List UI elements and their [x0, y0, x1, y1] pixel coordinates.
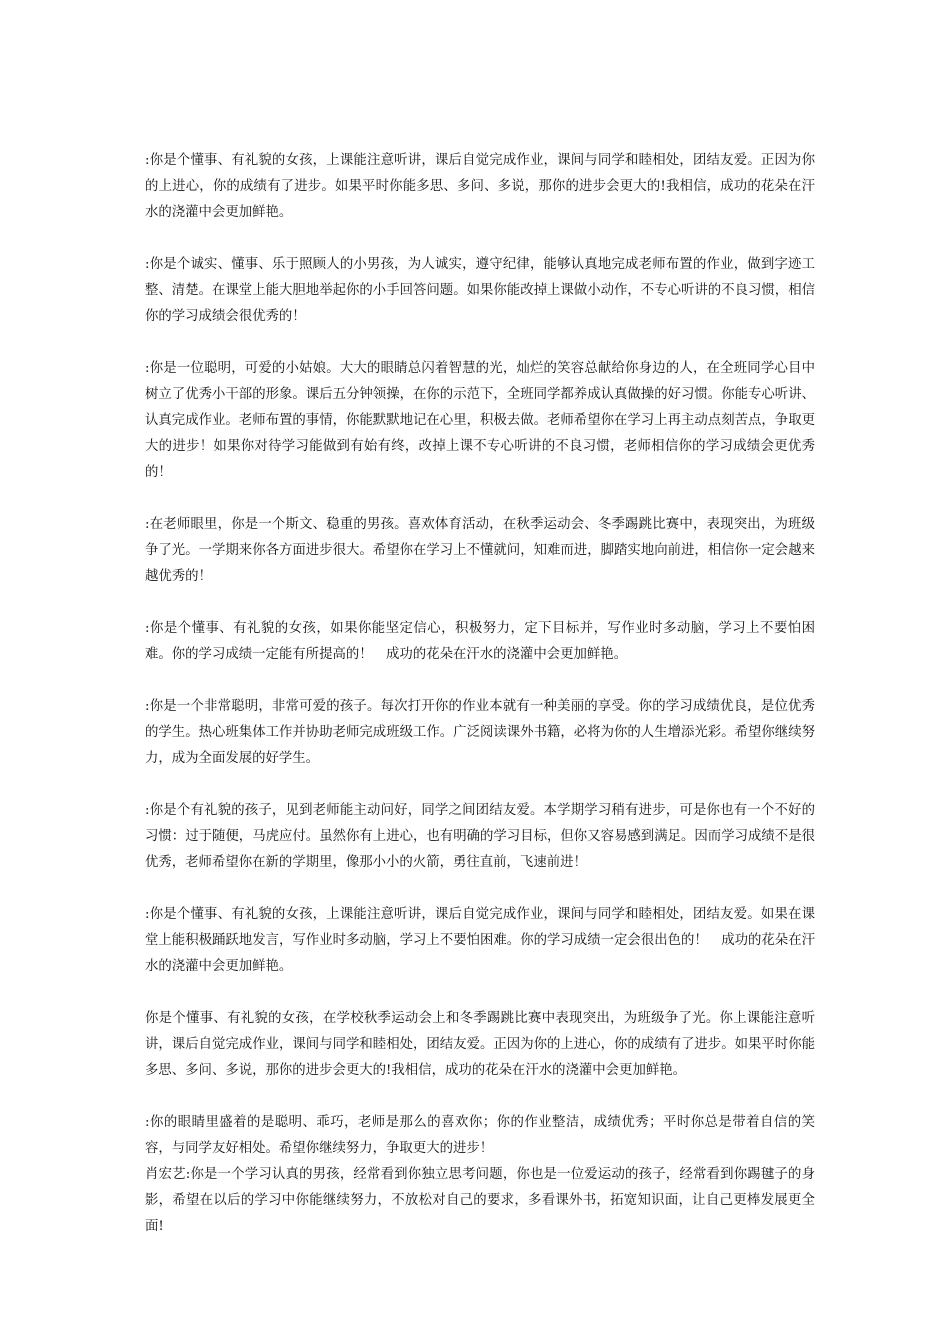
comment-paragraph-4: :在老师眼里，你是一个斯文、稳重的男孩。喜欢体育活动，在秋季运动会、冬季踢跳比赛中，表现突出，为班级争了光。一学期来你各方面进步很大。希望你在学习上不懂就问，知难而进，脚踏实地向前进，相信你一定会越来越优秀的！ — [145, 517, 815, 584]
comment-paragraph-1: :你是个懂事、有礼貌的女孩，上课能注意听讲，课后自觉完成作业，课间与同学和睦相处，团结友爱。正因为你的上进心，你的成绩有了进步。如果平时你能多思、多问、多说，那你的进步会更大的!我相信，成功的花朵在汗水的浇灌中会更加鲜艳。 — [145, 153, 815, 220]
paragraph-gap — [145, 330, 815, 356]
paragraph-gap — [145, 486, 815, 512]
comment-paragraph-3: :你是一位聪明，可爱的小姑娘。大大的眼睛总闪着智慧的光，灿烂的笑容总献给你身边的人，在全班同学心目中树立了优秀小干部的形象。课后五分钟领操，在你的示范下，全班同学都养成认真做操的好习惯。你能专心听讲、认真完成作业。老师布置的事情，你能默默地记在心里，积极去做。老师希望你在学习上再主动点刻苦点，争取更大的进步！如果你对待学习能做到有始有终，改掉上课不专心听讲的不良习惯，老师相信你的学习成绩会更优秀的！ — [145, 361, 815, 480]
paragraph-gap — [145, 226, 815, 252]
comment-paragraph-5: :你是个懂事、有礼貌的女孩，如果你能坚定信心，积极努力，定下目标并，写作业时多动脑，学习上不要怕困难。你的学习成绩一定能有所提高的！ 成功的花朵在汗水的浇灌中会更加鲜艳。 — [145, 621, 815, 662]
paragraph-gap — [145, 876, 815, 902]
document-body — [145, 148, 815, 1240]
paragraph-gap — [145, 668, 815, 694]
comment-paragraph-10: :你的眼睛里盛着的是聪明、乖巧，老师是那么的喜欢你；你的作业整洁，成绩优秀；平时你总是带着自信的笑容，与同学友好相处。希望你继续努力，争取更大的进步！ — [145, 1115, 815, 1156]
paragraph-gap — [145, 1084, 815, 1110]
comment-paragraph-8: :你是个懂事、有礼貌的女孩，上课能注意听讲，课后自觉完成作业，课间与同学和睦相处，团结友爱。如果在课堂上能积极踊跃地发言，写作业时多动脑，学习上不要怕困难。你的学习成绩一定会很出色的！ 成功的花朵在汗水的浇灌中会更加鲜艳。 — [145, 907, 815, 974]
comment-paragraph-9: 你是个懂事、有礼貌的女孩，在学校秋季运动会上和冬季踢跳比赛中表现突出，为班级争了光。你上课能注意听讲，课后自觉完成作业，课间与同学和睦相处，团结友爱。正因为你的上进心，你的成绩有了进步。如果平时你能多思、多问、多说，那你的进步会更大的!我相信，成功的花朵在汗水的浇灌中会更加鲜艳。 — [145, 1011, 815, 1078]
paragraph-gap — [145, 772, 815, 798]
comment-paragraph-6: :你是一个非常聪明，非常可爱的孩子。每次打开你的作业本就有一种美丽的享受。你的学习成绩优良，是位优秀的学生。热心班集体工作并协助老师完成班级工作。广泛阅读课外书籍，必将为你的人生增添光彩。希望你继续努力，成为全面发展的好学生。 — [145, 699, 815, 766]
comment-paragraph-7: :你是个有礼貌的孩子，见到老师能主动问好，同学之间团结友爱。本学期学习稍有进步，可是你也有一个不好的习惯：过于随便，马虎应付。虽然你有上进心，也有明确的学习目标，但你又容易感到满足。因而学习成绩不是很优秀，老师希望你在新的学期里，像那小小的火箭，勇往直前，飞速前进！ — [145, 803, 815, 870]
paragraph-gap — [145, 590, 815, 616]
paragraph-gap — [145, 980, 815, 1006]
comment-paragraph-2: :你是个诚实、懂事、乐于照顾人的小男孩，为人诚实，遵守纪律，能够认真地完成老师布置的作业，做到字迹工整、清楚。在课堂上能大胆地举起你的小手回答问题。如果你能改掉上课做小动作，不专心听讲的不良习惯，相信你的学习成绩会很优秀的！ — [145, 257, 815, 324]
comment-paragraph-11: 肖宏艺:你是一个学习认真的男孩，经常看到你独立思考问题，你也是一位爱运动的孩子，经常看到你踢毽子的身影，希望在以后的学习中你能继续努力，不放松对自己的要求，多看课外书，拓宽知识面，让自己更棒发展更全面! — [145, 1167, 815, 1234]
